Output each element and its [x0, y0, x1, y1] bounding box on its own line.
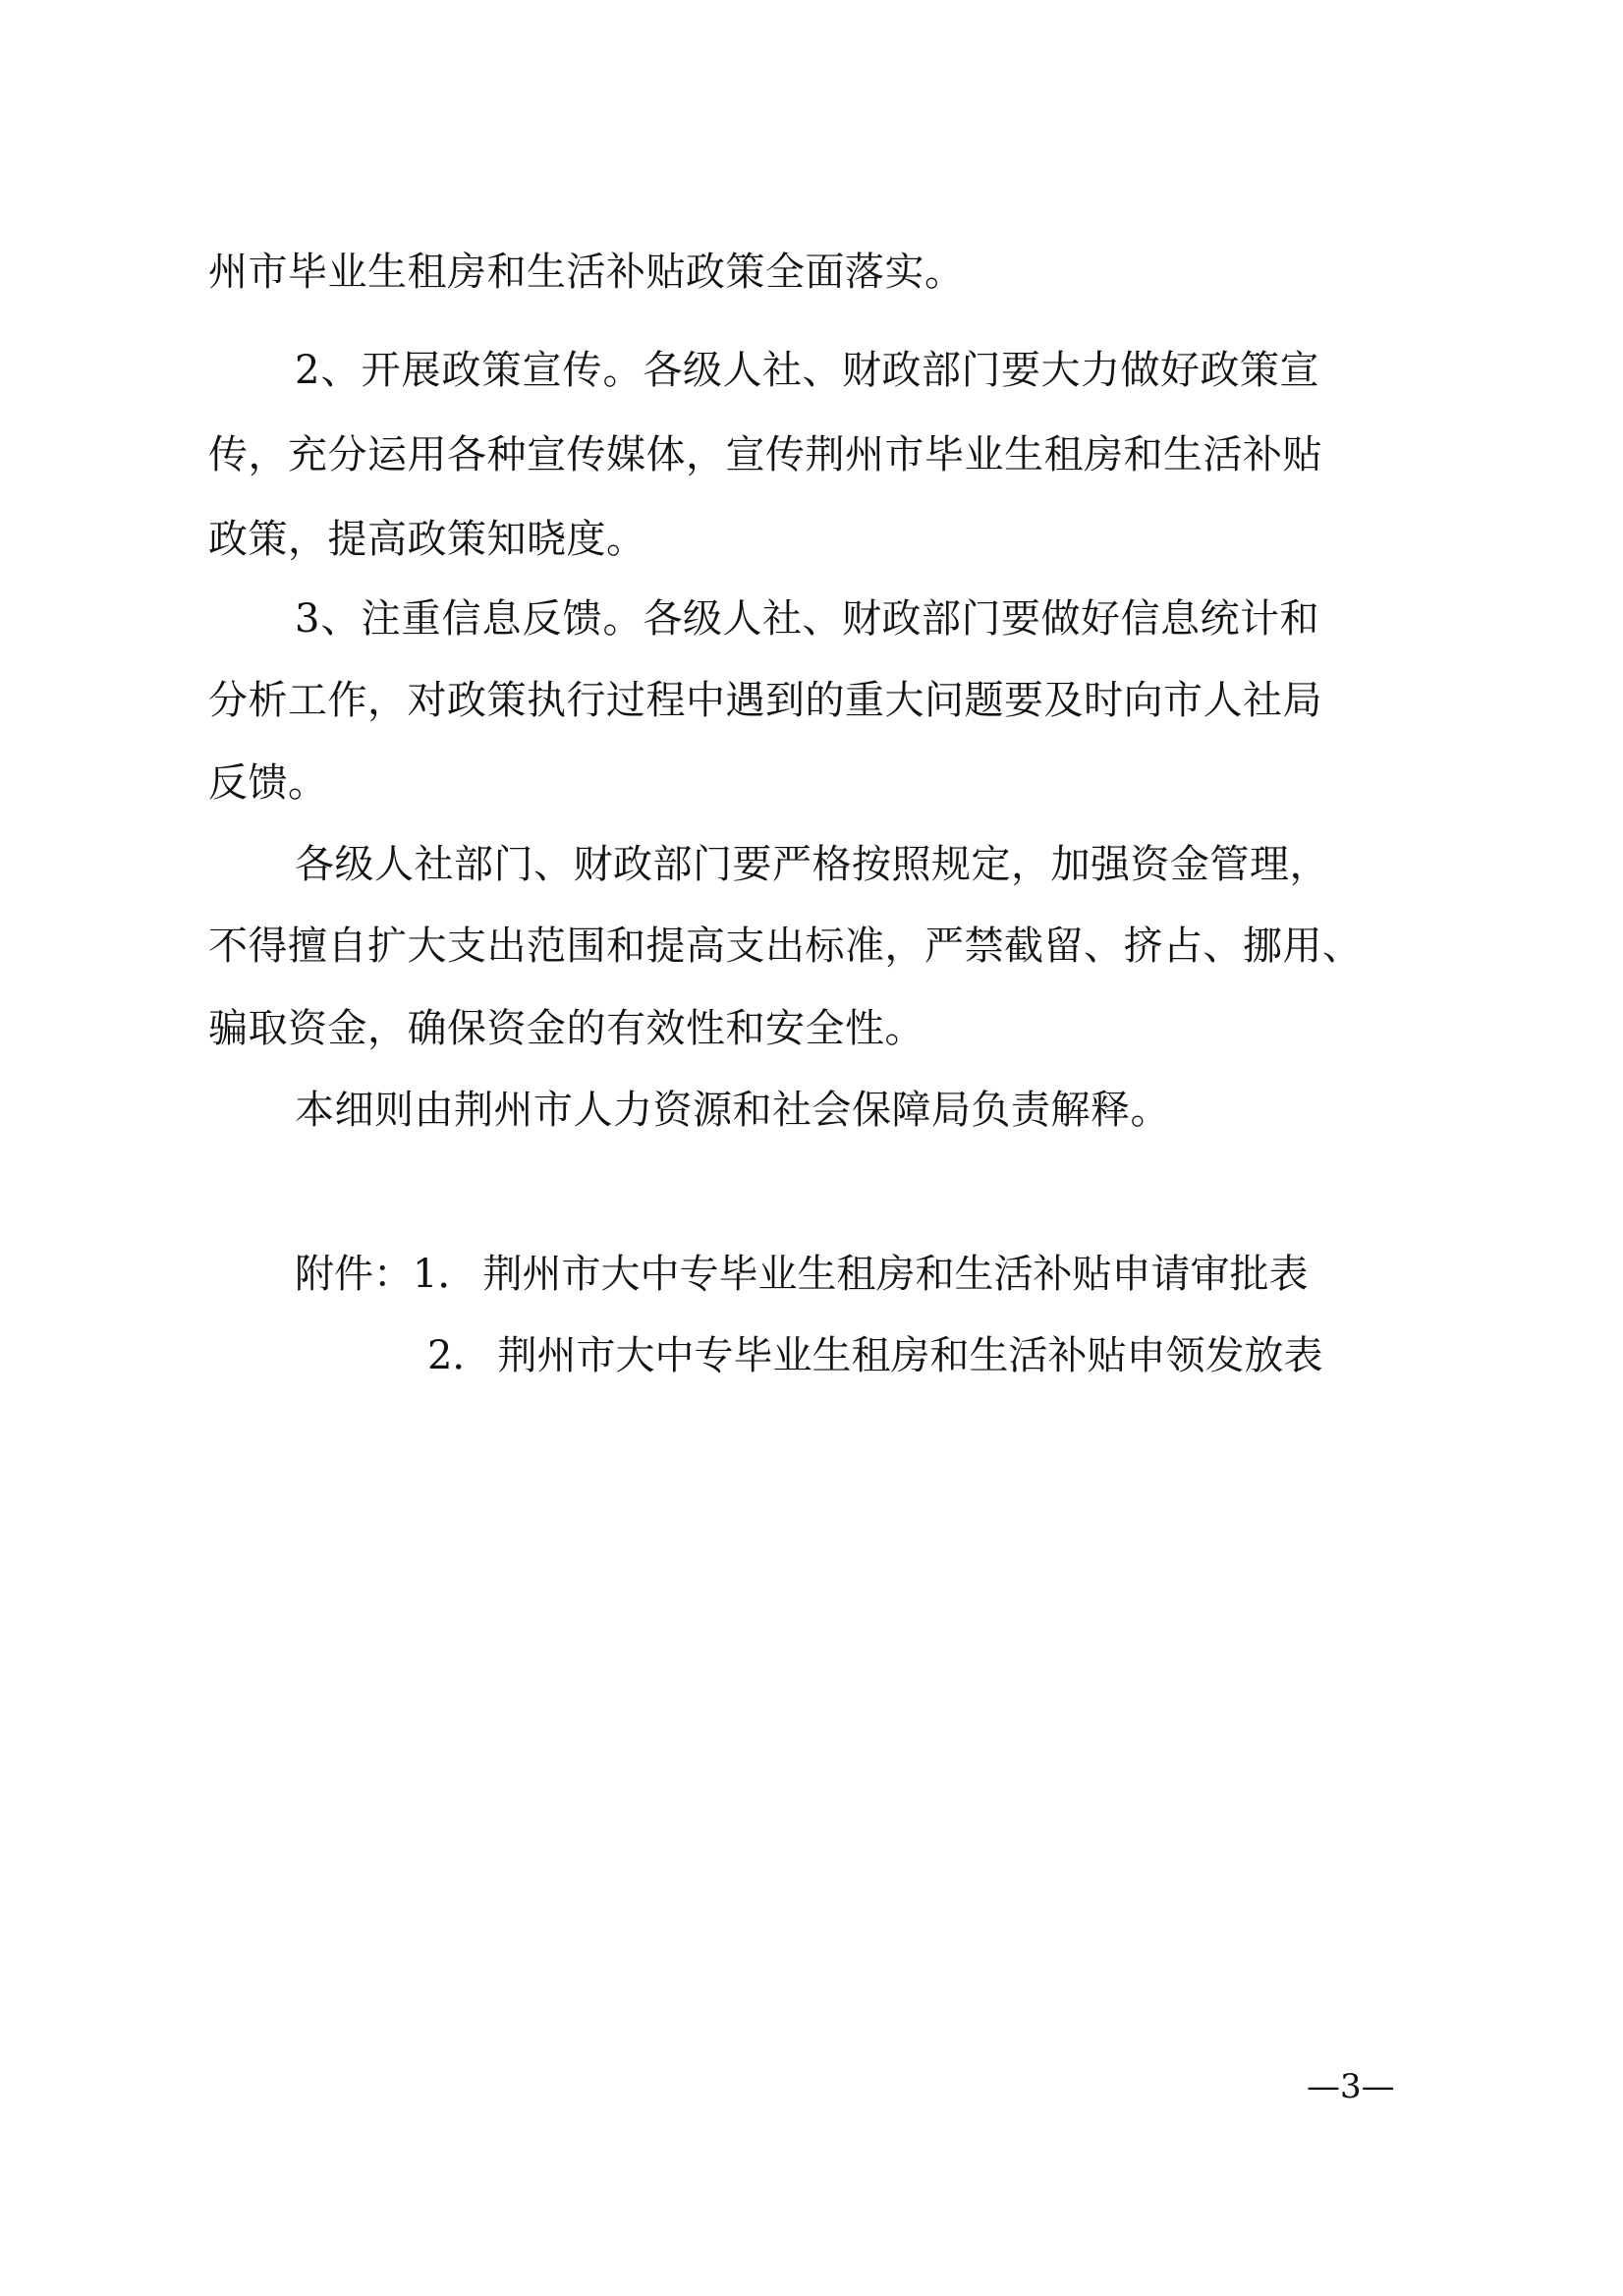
paragraph-4-line-2: 不得擅自扩大支出范围和提高支出标准，严禁截留、挤占、挪用、: [208, 924, 1363, 969]
attachment-title: 荆州市大中专毕业生租房和生活补贴申请审批表: [482, 1252, 1309, 1297]
attachment-item-2: [427, 1331, 1322, 1380]
paragraph-3-line-1-rest: 各级人社、财政部门要做好信息统计和: [643, 596, 1319, 642]
attachment-title: 荆州市大中专毕业生租房和生活补贴申领发放表: [497, 1333, 1323, 1378]
paragraph-5-line-1: 本细则由荆州市人力资源和社会保障局负责解释。: [295, 1088, 1170, 1133]
paragraph-2-line-1: [295, 346, 1319, 395]
paragraph-3-heading: 3、注重信息反馈。: [295, 596, 644, 642]
paragraph-2-line-1-rest: 各级人社、财政部门要大力做好政策宣: [643, 348, 1319, 393]
attachment-number: 1．: [413, 1252, 477, 1297]
paragraph-4-line-3: 骗取资金，确保资金的有效性和安全性。: [208, 1006, 924, 1051]
paragraph-3-line-3: 反馈。: [208, 760, 328, 806]
page-number: —3—: [1307, 2067, 1395, 2106]
attachment-item-1: [295, 1250, 1308, 1299]
paragraph-2-line-2: 传，充分运用各种宣传媒体，宣传荆州市毕业生租房和生活补贴: [208, 432, 1322, 477]
paragraph-2-heading: 2、开展政策宣传。: [295, 348, 644, 393]
paragraph-3-line-2: 分析工作，对政策执行过程中遇到的重大问题要及时向市人社局: [208, 678, 1322, 723]
attachment-number: 2．: [427, 1333, 492, 1378]
attachments-label: 附件：: [295, 1252, 413, 1297]
paragraph-1-line-1: 州市毕业生租房和生活补贴政策全面落实。: [208, 250, 965, 295]
paragraph-4-line-1: 各级人社部门、财政部门要严格按照规定，加强资金管理，: [295, 842, 1329, 887]
paragraph-2-line-3: 政策，提高政策知晓度。: [208, 517, 646, 562]
paragraph-3-line-1: [295, 594, 1319, 644]
